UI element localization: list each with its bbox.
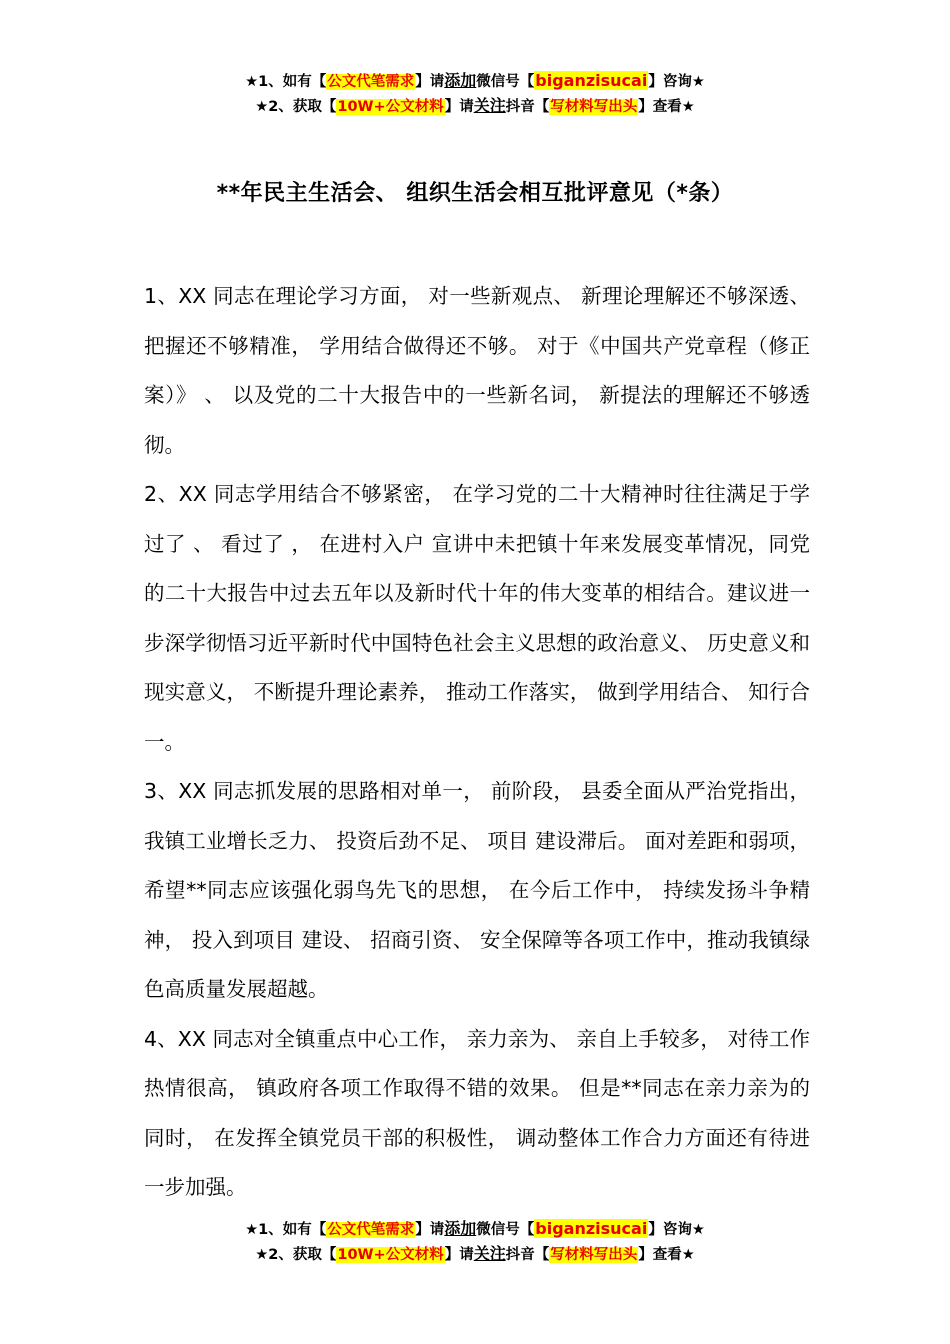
paragraph-1: 1、XX 同志在理论学习方面， 对一些新观点、 新理论理解还不够深透、 把握还不够精准， 学用结合做得还不够。 对于《中国共产党章程（修正案）》 、 以及党的二十大报告中的一些新名词， 新提法的理解还不够透彻。 [144, 284, 810, 457]
footer-banner [0, 1216, 950, 1266]
paragraph-3: 3、XX 同志抓发展的思路相对单一， 前阶段， 县委全面从严治党指出， 我镇工业增长乏力、 投资后劲不足、 项目 建设滞后。 面对差距和弱项， 希望**同志应该强化弱鸟先飞的思想， 在今后工作中， 持续发扬斗争精神， 投入到项目 建设、 招商引资、 安全保障等各项工作中，推动我镇绿色高质量发展超越。 [144, 779, 810, 1001]
document-body [144, 272, 810, 1213]
header-banner [0, 68, 950, 118]
banner-line-1: ★1、如有【公文代笔需求】请添加微信号【biganzisucai】咨询★ [245, 71, 705, 90]
highlight-service: 公文代笔需求 [327, 74, 415, 90]
highlight-materials: 10W+公文材料 [337, 99, 444, 115]
highlight-materials: 10W+公文材料 [337, 1247, 444, 1263]
footer-line-1: ★1、如有【公文代笔需求】请添加微信号【biganzisucai】咨询★ [245, 1219, 705, 1238]
highlight-service: 公文代笔需求 [327, 1222, 415, 1238]
footer-line-2: ★2、获取【10W+公文材料】请关注抖音【写材料写出头】查看★ [255, 1244, 695, 1263]
banner-line-2: ★2、获取【10W+公文材料】请关注抖音【写材料写出头】查看★ [255, 96, 695, 115]
highlight-douyin: 写材料写出头 [550, 99, 638, 115]
highlight-douyin: 写材料写出头 [550, 1247, 638, 1263]
highlight-wechat-id: biganzisucai [535, 71, 648, 90]
highlight-wechat-id: biganzisucai [535, 1219, 648, 1238]
paragraph-4: 4、XX 同志对全镇重点中心工作， 亲力亲为、 亲自上手较多， 对待工作热情很高， 镇政府各项工作取得不错的效果。 但是**同志在亲力亲为的同时， 在发挥全镇党员干部的积极性， 调动整体工作合力方面还有待进一步加强。 [144, 1026, 810, 1199]
document-title: **年民主生活会、 组织生活会相互批评意见（*条） [216, 181, 734, 206]
paragraph-2: 2、XX 同志学用结合不够紧密， 在学习党的二十大精神时往往满足于学过了 、 看过了 ， 在进村入户 宣讲中未把镇十年来发展变革情况，同党的二十大报告中过去五年以及新时代十年的伟大变革的相结合。建议进一步深学彻悟习近平新时代中国特色社会主义思想的政治意义、 历史意义和现实意义， 不断提升理论素养， 推动工作落实， 做到学用结合、 知行合一。 [144, 482, 810, 754]
